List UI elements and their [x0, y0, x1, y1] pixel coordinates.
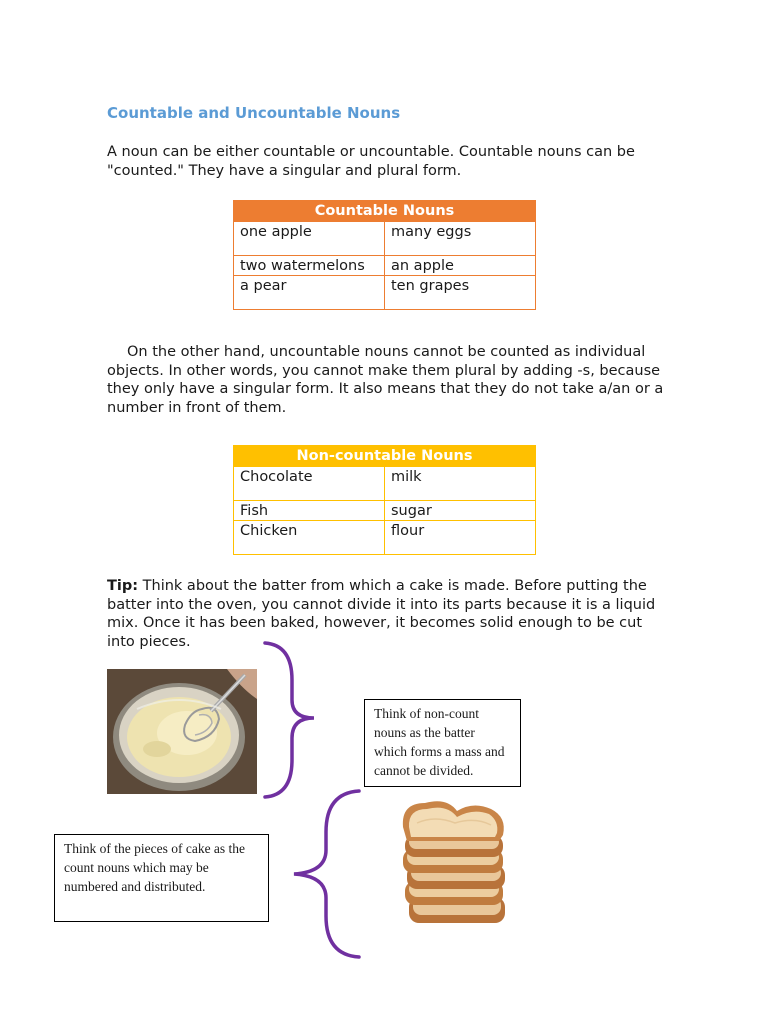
- table-cell: many eggs: [385, 222, 536, 256]
- table-cell: Chocolate: [234, 467, 385, 501]
- batter-photo: [107, 669, 257, 794]
- uncountable-nouns-table: [233, 445, 536, 555]
- table-row: [234, 501, 536, 521]
- uncountable-paragraph-text: On the other hand, uncountable nouns cannot be counted as individual objects. In other words, you cannot make them plural by adding -s, because they only have a singular form. It also means that they do not take a/an or a number in front of them.: [107, 344, 664, 416]
- countable-nouns-table: [233, 200, 536, 310]
- countable-table-header: Countable Nouns: [234, 201, 536, 222]
- table-row: [234, 467, 536, 501]
- table-row: [234, 276, 536, 310]
- tip-paragraph: [107, 577, 667, 651]
- uncountable-table-header: Non-countable Nouns: [234, 446, 536, 467]
- table-row: [234, 256, 536, 276]
- curly-brace-shape: [288, 788, 363, 960]
- tip-text: Think about the batter from which a cake is made. Before putting the batter into the oven, you cannot divide it into its parts because it is a liquid mix. Once it has been baked, however, it becomes solid enough to be cut into pieces.: [107, 578, 656, 650]
- tip-label: Tip:: [107, 578, 139, 594]
- table-cell: two watermelons: [234, 256, 385, 276]
- table-cell: Chicken: [234, 521, 385, 555]
- page-title: Countable and Uncountable Nouns: [107, 104, 401, 122]
- count-callout: Think of the pieces of cake as the count nouns which may be numbered and distributed.: [54, 834, 269, 922]
- noncount-callout: Think of non-count nouns as the batter which forms a mass and cannot be divided.: [364, 699, 521, 787]
- table-row: [234, 222, 536, 256]
- table-cell: sugar: [385, 501, 536, 521]
- bread-photo: [395, 797, 515, 937]
- table-cell: one apple: [234, 222, 385, 256]
- uncountable-paragraph: [107, 343, 667, 417]
- table-cell: a pear: [234, 276, 385, 310]
- curly-brace-shape: [262, 640, 322, 800]
- intro-paragraph: A noun can be either countable or uncountable. Countable nouns can be "counted." They have a singular and plural form.: [107, 144, 635, 179]
- table-cell: an apple: [385, 256, 536, 276]
- table-row: [234, 521, 536, 555]
- table-cell: milk: [385, 467, 536, 501]
- table-cell: flour: [385, 521, 536, 555]
- table-cell: ten grapes: [385, 276, 536, 310]
- table-cell: Fish: [234, 501, 385, 521]
